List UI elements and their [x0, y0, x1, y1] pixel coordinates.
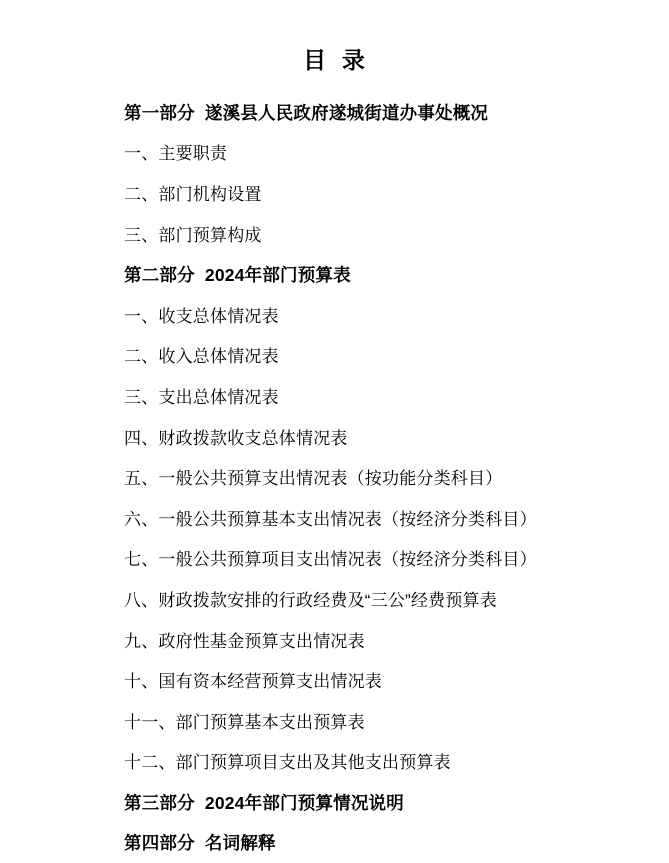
- page-title: 目 录: [303, 47, 366, 73]
- toc-entry: 五、一般公共预算支出情况表（按功能分类科目）: [124, 469, 503, 489]
- toc-section-heading: 第四部分 名词解释: [124, 833, 276, 854]
- toc-entry: 十、国有资本经营预算支出情况表: [124, 672, 382, 692]
- toc-section-heading: 第二部分 2024年部门预算表: [124, 265, 351, 286]
- toc-entry: 一、收支总体情况表: [124, 306, 279, 326]
- toc-section-heading: 第一部分 遂溪县人民政府遂城街道办事处概况: [124, 102, 489, 123]
- toc-entry: 三、部门预算构成: [124, 225, 262, 245]
- toc-entry: 二、部门机构设置: [124, 184, 262, 204]
- table-of-contents: [0, 93, 669, 863]
- toc-entry: 十二、部门预算项目支出及其他支出预算表: [124, 753, 451, 773]
- toc-entry: 四、财政拨款收支总体情况表: [124, 428, 348, 448]
- toc-entry: 三、支出总体情况表: [124, 387, 279, 407]
- toc-entry: 八、财政拨款安排的行政经费及“三公”经费预算表: [124, 590, 497, 610]
- toc-entry: 十一、部门预算基本支出预算表: [124, 712, 365, 732]
- toc-entry: 一、主要职责: [124, 144, 228, 164]
- toc-entry: 六、一般公共预算基本支出情况表（按经济分类科目）: [124, 509, 537, 529]
- toc-entry: 七、一般公共预算项目支出情况表（按经济分类科目）: [124, 550, 537, 570]
- toc-entry: 二、收入总体情况表: [124, 347, 279, 367]
- toc-entry: 九、政府性基金预算支出情况表: [124, 631, 365, 651]
- toc-section-heading: 第三部分 2024年部门预算情况说明: [124, 792, 404, 813]
